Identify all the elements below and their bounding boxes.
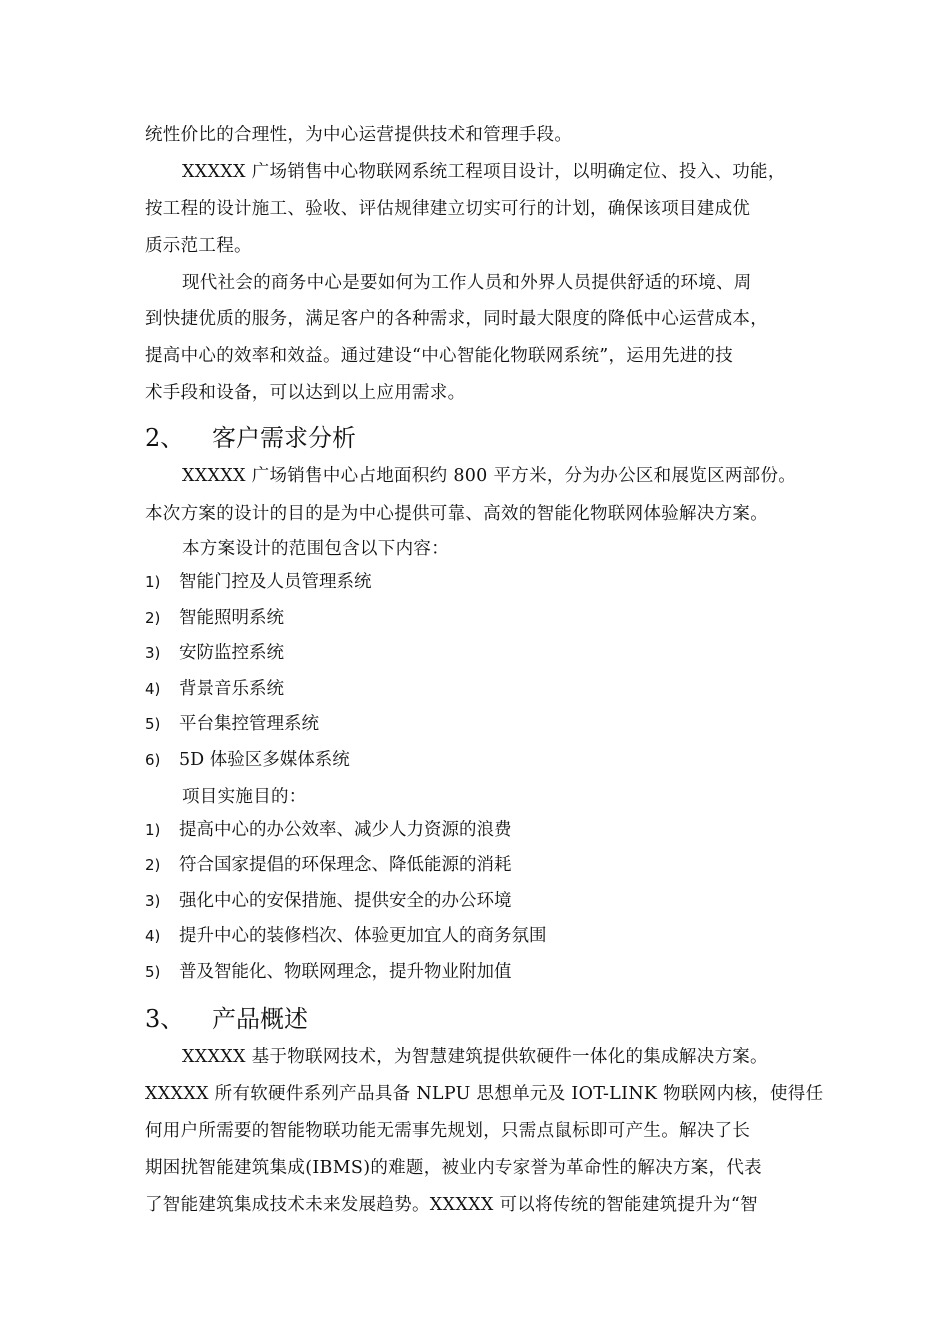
list-item [145,818,512,842]
list-item [145,677,284,701]
list-text: 平台集控管理系统 [179,714,319,734]
list-item [145,924,547,948]
list-item [145,889,512,913]
list-text: 背景音乐系统 [179,679,284,699]
section-heading [145,423,356,453]
paragraph-line: 期困扰智能建筑集成(IBMS)的难题，被业内专家誉为革命性的解决方案，代表 [145,1158,762,1178]
list-item [145,570,372,594]
list-item [145,853,512,877]
list-text: 强化中心的安保措施、提供安全的办公环境 [179,891,512,911]
paragraph-line: 统性价比的合理性，为中心运营提供技术和管理手段。 [145,125,573,145]
list-number: 1) [145,573,161,591]
list-text: 普及智能化、物联网理念，提升物业附加值 [179,962,512,982]
list-item [145,712,319,736]
paragraph-line: 到快捷优质的服务，满足客户的各种需求，同时最大限度的降低中心运营成本， [145,309,768,329]
list-text: 智能门控及人员管理系统 [179,572,372,592]
paragraph-line: 质示范工程。 [145,236,252,256]
list-number: 2) [145,609,161,627]
list-number: 1) [145,821,161,839]
list-item [145,960,512,984]
paragraph-line: 何用户所需要的智能物联功能无需事先规划，只需点鼠标即可产生。解决了长 [145,1121,751,1141]
list-text: 5D 体验区多媒体系统 [179,750,350,770]
list-number: 3) [145,644,161,662]
section-heading [145,1004,308,1034]
paragraph-line: 术手段和设备，可以达到以上应用需求。 [145,383,466,403]
list-item [145,641,284,665]
paragraph-line: 本次方案的设计的目的是为中心提供可靠、高效的智能化物联网体验解决方案。 [145,504,768,524]
paragraph-line: 提高中心的效率和效益。通过建设“中心智能化物联网系统”，运用先进的技 [145,346,734,366]
list-number: 5) [145,963,161,981]
list-text: 智能照明系统 [179,608,284,628]
paragraph-line: 现代社会的商务中心是要如何为工作人员和外界人员提供舒适的环境、周 [182,273,752,293]
paragraph-line: XXXXX 基于物联网技术，为智慧建筑提供软硬件一体化的集成解决方案。 [182,1047,768,1067]
heading-number: 2、 [145,424,185,452]
list-number: 6) [145,751,161,769]
paragraph-line: 项目实施目的： [182,787,307,807]
list-item [145,748,350,772]
paragraph-line: 了智能建筑集成技术未来发展趋势。XXXXX 可以将传统的智能建筑提升为“智 [145,1195,758,1215]
list-text: 提高中心的办公效率、减少人力资源的浪费 [179,820,512,840]
paragraph-line: XXXXX 广场销售中心占地面积约 800 平方米，分为办公区和展览区两部份。 [182,466,797,486]
paragraph-line: 按工程的设计施工、验收、评估规律建立切实可行的计划，确保该项目建成优 [145,199,751,219]
paragraph-line: 本方案设计的范围包含以下内容： [182,539,449,559]
paragraph-line: XXXXX 广场销售中心物联网系统工程项目设计，以明确定位、投入、功能， [182,162,786,182]
heading-title: 产品概述 [212,1005,308,1033]
list-text: 提升中心的装修档次、体验更加宜人的商务氛围 [179,926,547,946]
list-text: 符合国家提倡的环保理念、降低能源的消耗 [179,855,512,875]
heading-number: 3、 [145,1005,185,1033]
list-text: 安防监控系统 [179,643,284,663]
list-number: 4) [145,927,161,945]
list-number: 4) [145,680,161,698]
list-number: 3) [145,892,161,910]
list-item [145,606,284,630]
paragraph-line: XXXXX 所有软硬件系列产品具备 NLPU 思想单元及 IOT-LINK 物联网内核，使得任 [145,1084,824,1104]
list-number: 2) [145,856,161,874]
heading-title: 客户需求分析 [212,424,356,452]
list-number: 5) [145,715,161,733]
